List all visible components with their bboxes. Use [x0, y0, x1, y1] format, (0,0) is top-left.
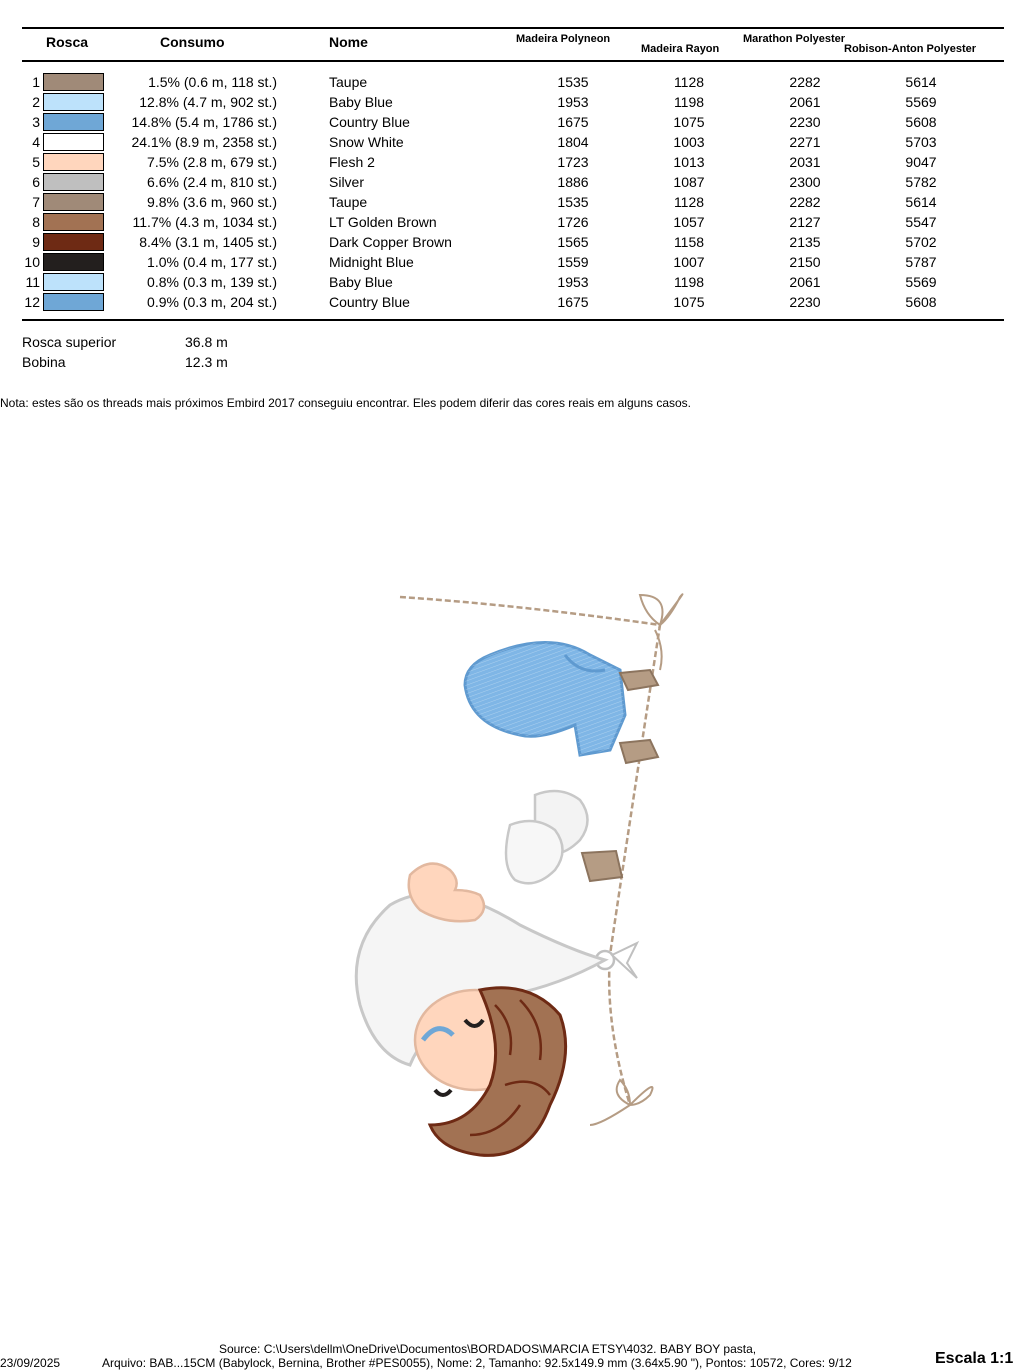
thread-name: Midnight Blue: [329, 254, 414, 270]
robison-anton-code: 5547: [905, 214, 937, 230]
madeira-rayon-code: 1087: [673, 174, 705, 190]
madeira-polyneon-code: 1535: [557, 74, 589, 90]
madeira-polyneon-code: 1675: [557, 114, 589, 130]
thread-color-swatch: [43, 173, 104, 191]
thread-color-swatch: [43, 153, 104, 171]
marathon-code: 2271: [789, 134, 821, 150]
thread-consumption: 8.4% (3.1 m, 1405 st.): [139, 234, 277, 250]
madeira-polyneon-code: 1559: [557, 254, 589, 270]
marathon-code: 2300: [789, 174, 821, 190]
madeira-polyneon-code: 1565: [557, 234, 589, 250]
footer-source: Source: C:\Users\dellm\OneDrive\Documentos\BORDADOS\MARCIA ETSY\4032. BABY BOY pasta,: [219, 1342, 757, 1356]
robison-anton-code: 5703: [905, 134, 937, 150]
header-marathon: Marathon Polyester: [743, 33, 846, 45]
note-text: Nota: estes são os threads mais próximos Embird 2017 conseguiu encontrar. Eles podem diferir das cores reais em alguns casos.: [0, 396, 692, 410]
robison-anton-code: 5608: [905, 114, 937, 130]
madeira-rayon-code: 1007: [673, 254, 705, 270]
thread-row: [0, 172, 1024, 192]
marathon-code: 2150: [789, 254, 821, 270]
thread-name: Flesh 2: [329, 154, 375, 170]
marathon-code: 2135: [789, 234, 821, 250]
madeira-rayon-code: 1057: [673, 214, 705, 230]
marathon-code: 2230: [789, 114, 821, 130]
thread-color-swatch: [43, 113, 104, 131]
marathon-code: 2282: [789, 74, 821, 90]
thread-color-swatch: [43, 213, 104, 231]
thread-consumption: 9.8% (3.6 m, 960 st.): [147, 194, 277, 210]
madeira-rayon-code: 1003: [673, 134, 705, 150]
marathon-code: 2031: [789, 154, 821, 170]
thread-row: [0, 212, 1024, 232]
upper-thread-value: 36.8 m: [185, 334, 228, 350]
header-name: Nome: [329, 34, 368, 50]
thread-number: 11: [25, 274, 40, 290]
thread-row: [0, 292, 1024, 312]
bobbin-label: Bobina: [22, 354, 66, 370]
madeira-rayon-code: 1013: [673, 154, 705, 170]
marathon-code: 2127: [789, 214, 821, 230]
thread-color-swatch: [43, 193, 104, 211]
bobbin-value: 12.3 m: [185, 354, 228, 370]
footer-date: 23/09/2025: [0, 1356, 61, 1370]
thread-number: 1: [32, 74, 40, 90]
robison-anton-code: 5569: [905, 274, 937, 290]
thread-name: Snow White: [329, 134, 404, 150]
thread-row: [0, 272, 1024, 292]
thread-color-swatch: [43, 253, 104, 271]
thread-color-swatch: [43, 133, 104, 151]
thread-consumption: 7.5% (2.8 m, 679 st.): [147, 154, 277, 170]
footer-scale: Escala 1:1: [935, 1350, 1014, 1367]
thread-number: 10: [24, 254, 40, 270]
robison-anton-code: 9047: [905, 154, 937, 170]
marathon-code: 2230: [789, 294, 821, 310]
robison-anton-code: 5569: [905, 94, 937, 110]
marathon-code: 2282: [789, 194, 821, 210]
thread-name: Taupe: [329, 74, 368, 90]
thread-color-swatch: [43, 293, 104, 311]
madeira-rayon-code: 1158: [673, 234, 705, 250]
thread-row: [0, 92, 1024, 112]
robison-anton-code: 5787: [905, 254, 937, 270]
robison-anton-code: 5782: [905, 174, 937, 190]
thread-row: [0, 132, 1024, 152]
header-madeira-rayon: Madeira Rayon: [641, 43, 720, 55]
thread-consumption: 12.8% (4.7 m, 902 st.): [139, 94, 277, 110]
thread-number: 2: [32, 94, 40, 110]
thread-name: Silver: [329, 174, 365, 190]
embroidery-design-image: [320, 585, 700, 1175]
thread-row: [0, 72, 1024, 92]
madeira-polyneon-code: 1886: [557, 174, 589, 190]
thread-number: 12: [24, 294, 40, 310]
thread-number: 7: [32, 194, 40, 210]
robison-anton-code: 5608: [905, 294, 937, 310]
madeira-rayon-code: 1128: [673, 194, 705, 210]
thread-color-swatch: [43, 93, 104, 111]
header-robison: Robison-Anton Polyester: [844, 43, 977, 55]
thread-name: LT Golden Brown: [329, 214, 437, 230]
madeira-polyneon-code: 1953: [557, 94, 589, 110]
madeira-rayon-code: 1198: [673, 94, 705, 110]
thread-name: Country Blue: [329, 294, 410, 310]
header-consumption: Consumo: [160, 34, 225, 50]
marathon-code: 2061: [789, 274, 821, 290]
thread-consumption: 24.1% (8.9 m, 2358 st.): [131, 134, 277, 150]
thread-number: 5: [32, 154, 40, 170]
robison-anton-code: 5614: [905, 194, 937, 210]
thread-number: 4: [32, 134, 40, 150]
upper-thread-label: Rosca superior: [22, 334, 117, 350]
thread-consumption: 1.0% (0.4 m, 177 st.): [147, 254, 277, 270]
thread-consumption: 11.7% (4.3 m, 1034 st.): [132, 214, 277, 230]
thread-number: 6: [32, 174, 40, 190]
madeira-rayon-code: 1128: [673, 74, 705, 90]
robison-anton-code: 5614: [905, 74, 937, 90]
thread-name: Baby Blue: [329, 274, 393, 290]
thread-number: 3: [32, 114, 40, 130]
thread-consumption: 14.8% (5.4 m, 1786 st.): [131, 114, 277, 130]
thread-consumption: 0.9% (0.3 m, 204 st.): [147, 294, 277, 310]
madeira-rayon-code: 1198: [673, 274, 705, 290]
madeira-polyneon-code: 1675: [557, 294, 589, 310]
footer-file-info: Arquivo: BAB...15CM (Babylock, Bernina, Brother #PES0055), Nome: 2, Tamanho: 92.5x149.9 mm (3.64x5.90 "), Pontos: 10572, Cores: 9/12: [102, 1356, 852, 1370]
thread-consumption: 0.8% (0.3 m, 139 st.): [147, 274, 277, 290]
madeira-polyneon-code: 1953: [557, 274, 589, 290]
thread-number: 8: [32, 214, 40, 230]
thread-row: [0, 192, 1024, 212]
thread-name: Taupe: [329, 194, 368, 210]
top-rule: [22, 27, 1004, 29]
thread-row: [0, 152, 1024, 172]
madeira-polyneon-code: 1535: [557, 194, 589, 210]
thread-color-swatch: [43, 73, 104, 91]
header-thread: Rosca: [46, 34, 89, 50]
thread-row: [0, 112, 1024, 132]
thread-name: Baby Blue: [329, 94, 393, 110]
bottom-rule: [22, 319, 1004, 321]
madeira-rayon-code: 1075: [673, 114, 705, 130]
thread-number: 9: [32, 234, 40, 250]
thread-name: Dark Copper Brown: [329, 234, 452, 250]
header-rule: [22, 60, 1004, 62]
thread-color-swatch: [43, 233, 104, 251]
marathon-code: 2061: [789, 94, 821, 110]
madeira-polyneon-code: 1804: [557, 134, 589, 150]
madeira-polyneon-code: 1726: [557, 214, 589, 230]
robison-anton-code: 5702: [905, 234, 937, 250]
thread-color-swatch: [43, 273, 104, 291]
thread-row: [0, 232, 1024, 252]
thread-consumption: 1.5% (0.6 m, 118 st.): [148, 74, 277, 90]
thread-consumption: 6.6% (2.4 m, 810 st.): [147, 174, 277, 190]
madeira-polyneon-code: 1723: [557, 154, 589, 170]
thread-row: [0, 252, 1024, 272]
madeira-rayon-code: 1075: [673, 294, 705, 310]
thread-name: Country Blue: [329, 114, 410, 130]
header-madeira-polyneon: Madeira Polyneon: [516, 33, 611, 45]
